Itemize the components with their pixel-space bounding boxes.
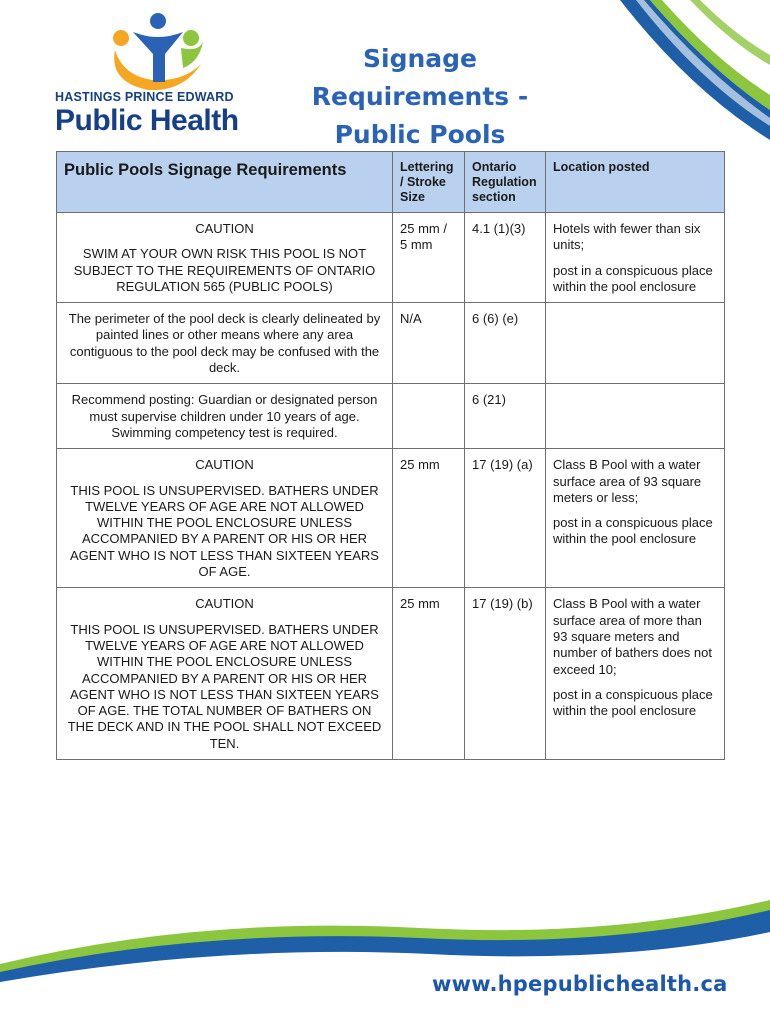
- location-cell: [546, 384, 725, 449]
- signage-text-cell: [57, 588, 393, 760]
- location-cell: [546, 588, 725, 760]
- regulation-section-cell: 4.1 (1)(3): [465, 213, 546, 303]
- column-header-regulation: Ontario Regulation section: [465, 152, 546, 213]
- regulation-section-cell: 6 (6) (e): [465, 303, 546, 384]
- page-title-line-2: Public Pools: [334, 120, 506, 149]
- wave-decoration: [0, 894, 770, 1024]
- column-header-lettering: Lettering / Stroke Size: [393, 152, 465, 213]
- location-text: Class B Pool with a water surface area of 93 square meters or less;: [553, 457, 702, 505]
- sign-heading: CAUTION: [195, 596, 254, 612]
- people-logo-icon: [103, 12, 213, 92]
- lettering-size-cell: 25 mm / 5 mm: [393, 213, 465, 303]
- column-header-signage: Public Pools Signage Requirements: [57, 152, 393, 213]
- location-text: Hotels with fewer than six units;: [553, 221, 701, 253]
- table-row: [57, 449, 725, 588]
- column-header-location: Location posted: [546, 152, 725, 213]
- org-logo: [55, 12, 255, 137]
- lettering-size-cell: 25 mm: [393, 449, 465, 588]
- location-cell: [546, 213, 725, 303]
- table-row: [57, 588, 725, 760]
- table-row: [57, 213, 725, 303]
- lettering-size-cell: [393, 384, 465, 449]
- location-cell: [546, 449, 725, 588]
- location-text: post in a conspicuous place within the pool enclosure: [553, 515, 713, 547]
- regulation-section-cell: 17 (19) (a): [465, 449, 546, 588]
- signage-text-cell: [57, 303, 393, 384]
- logo-org-text: HASTINGS PRINCE EDWARD: [55, 90, 234, 104]
- lettering-size-cell: 25 mm: [393, 588, 465, 760]
- table-row: [57, 384, 725, 449]
- signage-text-cell: [57, 384, 393, 449]
- page-title: [270, 40, 570, 154]
- signage-text-cell: [57, 213, 393, 303]
- logo-name-text: Public Health: [55, 104, 239, 137]
- corner-swoosh-decoration: [540, 0, 770, 170]
- website-link[interactable]: www.hpepublichealth.ca: [432, 972, 728, 996]
- sign-body: SWIM AT YOUR OWN RISK THIS POOL IS NOT SUBJECT TO THE REQUIREMENTS OF ONTARIO REGULATION 565 (PUBLIC POOLS): [73, 246, 376, 294]
- location-cell: [546, 303, 725, 384]
- table-header-row: [57, 152, 725, 213]
- signage-text-cell: [57, 449, 393, 588]
- signage-requirements-table: [56, 151, 725, 760]
- table-row: [57, 303, 725, 384]
- sign-heading: CAUTION: [195, 221, 254, 236]
- regulation-section-cell: 6 (21): [465, 384, 546, 449]
- sign-heading: CAUTION: [195, 457, 254, 473]
- location-text: post in a conspicuous place within the pool enclosure: [553, 262, 713, 294]
- sign-body: Recommend posting: Guardian or designated person must supervise children under 10 years of age. Swimming competency test is required.: [71, 392, 378, 440]
- sign-body: The perimeter of the pool deck is clearly delineated by painted lines or other means where any area contiguous to the pool deck may be confused with the deck.: [68, 311, 381, 376]
- location-text: post in a conspicuous place within the pool enclosure: [553, 686, 713, 719]
- regulation-section-cell: 17 (19) (b): [465, 588, 546, 760]
- location-text: Class B Pool with a water surface area of more than 93 square meters and number of bathers does not exceed 10;: [553, 596, 712, 677]
- sign-body: THIS POOL IS UNSUPERVISED. BATHERS UNDER TWELVE YEARS OF AGE ARE NOT ALLOWED WITHIN THE POOL ENCLOSURE UNLESS ACCOMPANIED BY A PARENT OR HIS OR HER AGENT WHO IS NOT LESS THAN SIXTEEN YEARS OF AGE. THE TOTAL NUMBER OF BATHERS ON THE DECK AND IN THE POOL SHALL NOT EXCEED TEN.: [67, 621, 382, 751]
- page-title-line-1: Signage Requirements -: [311, 44, 529, 111]
- lettering-size-cell: N/A: [393, 303, 465, 384]
- sign-body: THIS POOL IS UNSUPERVISED. BATHERS UNDER TWELVE YEARS OF AGE ARE NOT ALLOWED WITHIN THE POOL ENCLOSURE UNLESS ACCOMPANIED BY A PARENT OR HIS OR HER AGENT WHO IS NOT LESS THAN SIXTEEN YEARS OF AGE.: [70, 482, 379, 580]
